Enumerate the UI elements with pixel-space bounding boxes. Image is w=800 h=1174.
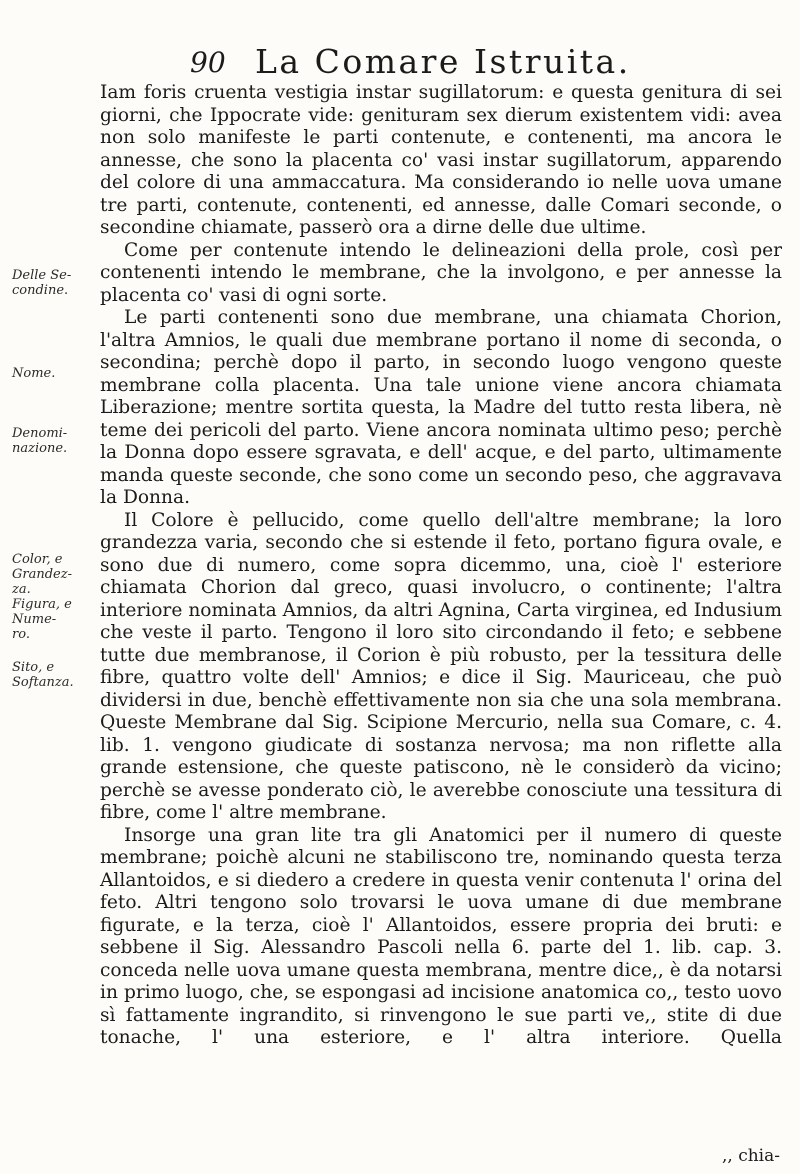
page-number: 90 [190,46,226,79]
marginal-note-colore: Color, e Grandez-za. Figura, e Nume-ro. [12,552,72,642]
marginal-note-sito: Sito, e Softanza. [12,660,74,690]
paragraph-2: Come per contenute intendo le delineazioni della prole, così per contenenti intendo le membrane, che la involgono, e per annesse la placenta co' vasi di ogni sorte. [100,239,782,306]
marginal-note-secondine: Delle Se-condine. [12,268,72,298]
paragraph-3: Le parti contenenti sono due membrane, una chiamata Chorion, l'altra Amnios, le quali due membrane portano il nome di seconda, o secondina; perchè dopo il parto, in secondo luogo vengono queste membrane colla placenta. Una tale unione viene ancora chiamata Liberazione; mentre sortita questa, la Madre del tutto resta libera, nè teme dei pericoli del parto. Viene ancora nominata ultimo peso; perchè la Donna dopo essere sgravata, e dell' acque, e del parto, ultimamente manda queste seconde, che sono come un secondo peso, che aggravava la Donna. [100,307,782,508]
paragraph-5: Insorge una gran lite tra gli Anatomici per il numero di queste membrane; poichè alcuni ne stabiliscono tre, nominando questa terza Allantoidos, e si diedero a credere in questa venir contenuta l' orina del feto. Altri tengono solo trovarsi le uova umane di due membrane figurate, e la terza, cioè l' Allantoidos, essere propria dei bruti: e sebbene il Sig. Alessandro Pascoli nella 6. parte del 1. lib. cap. 3. conceda nelle uova umane questa membrana, mentre dice,, è da notarsi in primo luogo, che, se espongasi ad incisione anatomica co,, testo uovo sì fattamente ingrandito, si rinvengono le sue parti ve,, stite di due tonache, l' una esteriore, e l' altra interiore. Quella [100,824,782,1048]
running-head: La Comare Istruita. [255,42,631,81]
paragraph-1: Iam foris cruenta vestigia instar sugillatorum: e questa genitura di sei giorni, che Ippocrate vide: genituram sex dierum existentem vidi: avea non solo manifeste le parti contenute, e contenenti, ma ancora le annesse, che sono la placenta co' vasi instar sugillatorum, apparendo del colore di una ammaccatura. Ma considerando io nelle uova umane tre parti, contenute, contenenti, ed annesse, dalle Comari seconde, o secondine chiamate, passerò ora a dirne delle due ultime. [100,82,782,238]
catchword: ,, chia- [722,1146,780,1166]
page-header [190,40,750,80]
body-text [100,82,782,1050]
paragraph-4: Il Colore è pellucido, come quello dell'altre membrane; la loro grandezza varia, secondo che si estende il feto, portano figura ovale, e sono due di numero, come sopra dicemmo, una, cioè l' esteriore chiamata Chorion dal greco, quasi involucro, o continente; l'altra interiore nominata Amnios, da altri Agnina, Carta virginea, ed Indusium che veste il parto. Tengono il loro sito circondando il feto; e sebbene tutte due membranose, il Corion è più robusto, per la tessitura delle fibre, quattro volte dell' Amnios; e dice il Sig. Mauriceau, che può dividersi in due, benchè effettivamente non sia che una sola membrana. Queste Membrane dal Sig. Scipione Mercurio, nella sua Comare, c. 4. lib. 1. vengono giudicate di sostanza nervosa; ma non riflette alla grande estensione, che queste patiscono, nè le considerò da vicino; perchè se avesse ponderato ciò, le averebbe conosciute una tessitura di fibre, come l' altre membrane. [100,509,782,823]
marginal-note-denominazione: Denomi-nazione. [12,426,68,456]
marginal-note-nome: Nome. [12,366,56,381]
